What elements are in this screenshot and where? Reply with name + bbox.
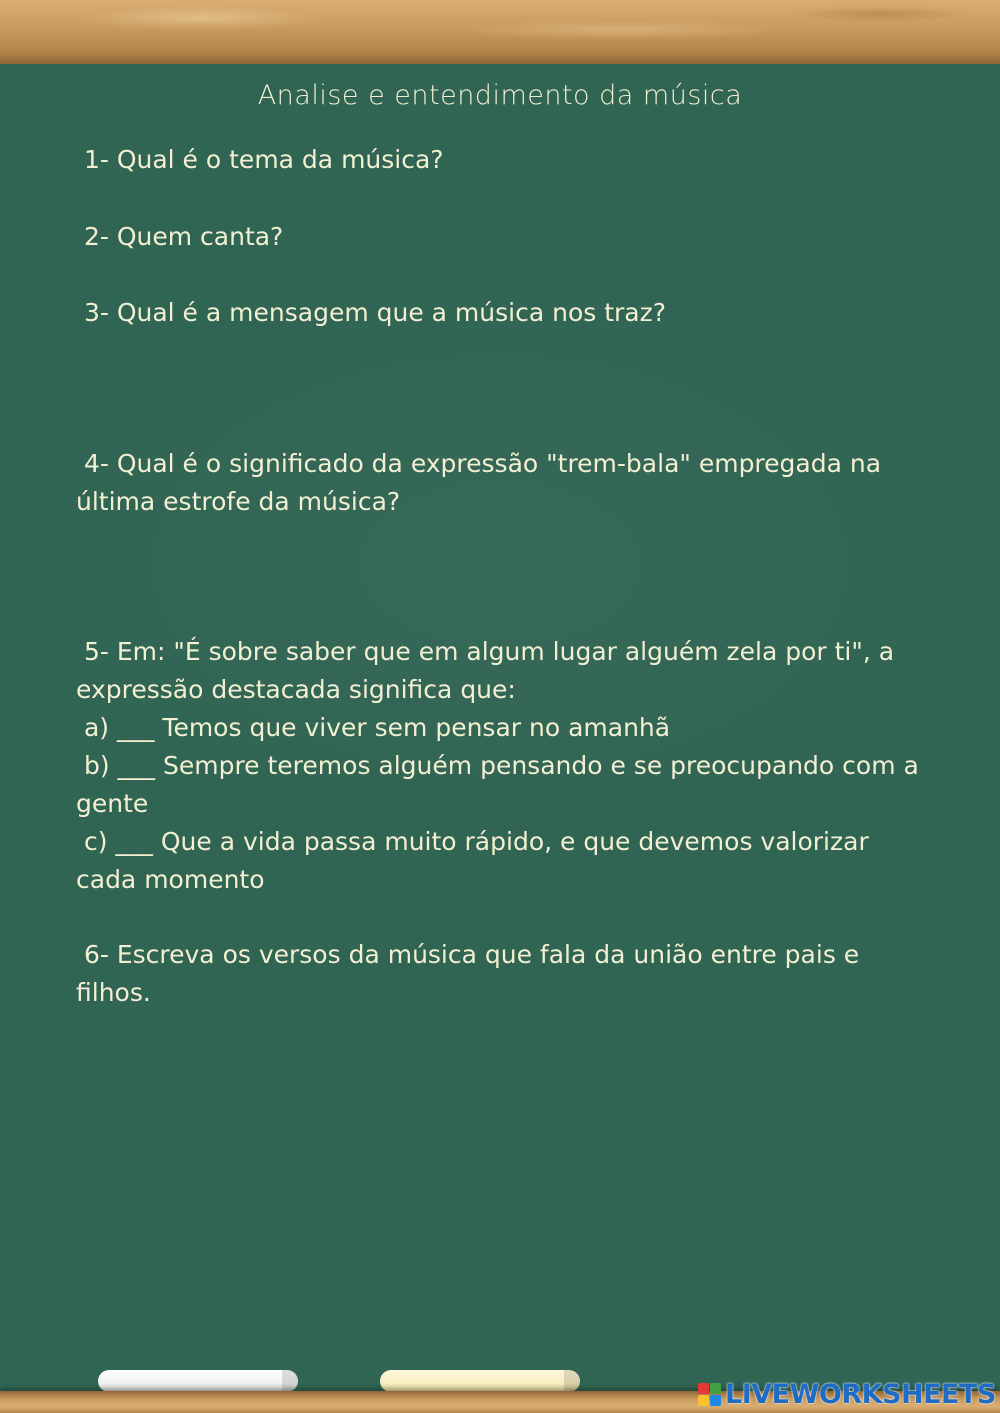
logo-text: LIVEWORKSHEETS: [725, 1378, 996, 1410]
question-5: 5- Em: "É sobre saber que em algum lugar alguém zela por ti", a expressão destacada significa que:: [76, 637, 903, 704]
option-b: b) ___ Sempre teremos alguém pensando e se preocupando com a gente: [76, 751, 927, 818]
logo-tile: [698, 1383, 709, 1394]
question-2: 2- Quem canta?: [76, 222, 284, 251]
logo-tile: [710, 1383, 721, 1394]
question-4: 4- Qual é o significado da expressão "trem-bala" empregada na última estrofe da música?: [76, 449, 889, 516]
yellow-chalk-icon: [380, 1370, 580, 1392]
option-a: a) ___ Temos que viver sem pensar no amanhã: [76, 713, 671, 742]
worksheet-title: Analise e entendimento da música: [257, 80, 743, 111]
option-c: c) ___ Que a vida passa muito rápido, e que devemos valorizar cada momento: [76, 827, 877, 894]
logo-tile: [710, 1395, 721, 1406]
liveworksheets-icon: [698, 1383, 721, 1406]
logo-tile: [698, 1395, 709, 1406]
liveworksheets-logo: [698, 1378, 996, 1410]
question-3: 3- Qual é a mensagem que a música nos traz?: [76, 298, 667, 327]
question-1: 1- Qual é o tema da música?: [76, 145, 444, 174]
question-6: 6- Escreva os versos da música que fala da união entre pais e filhos.: [76, 940, 868, 1007]
white-chalk-icon: [98, 1370, 298, 1392]
wooden-frame-top: [0, 0, 1000, 64]
